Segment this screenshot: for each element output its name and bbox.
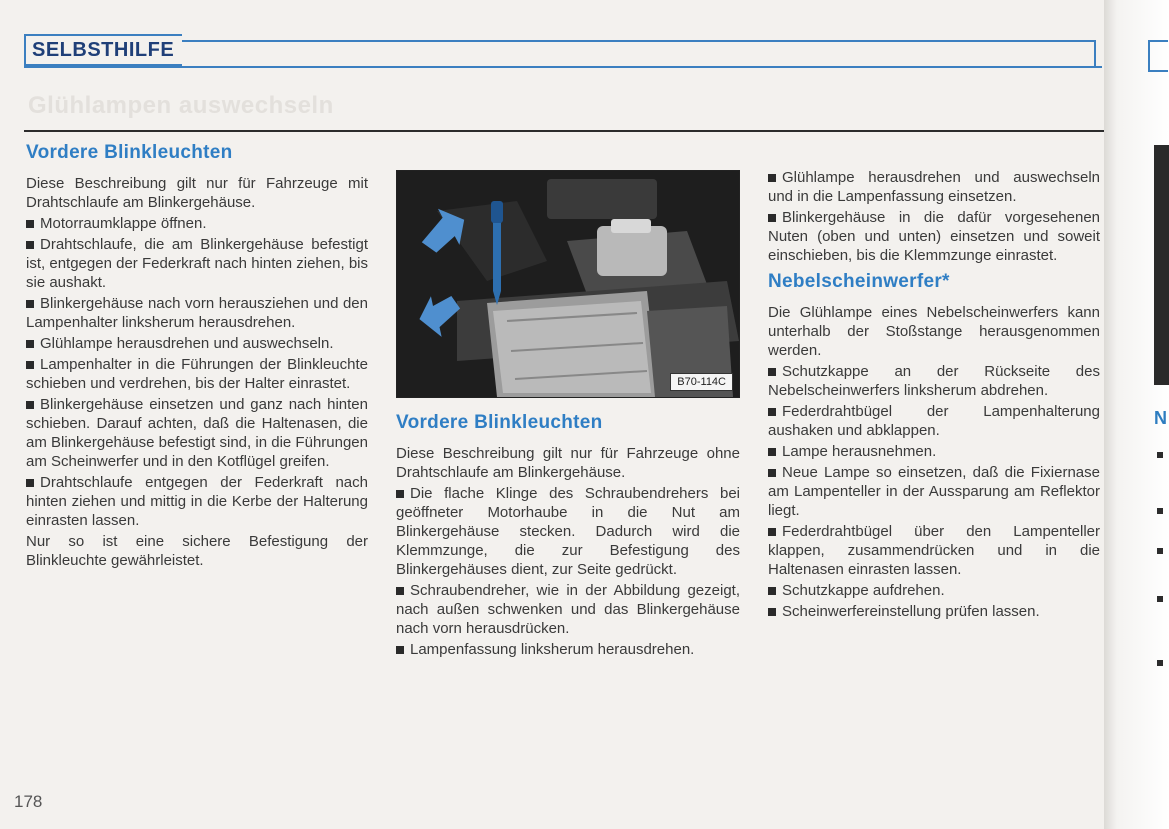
column-left — [26, 140, 368, 572]
paragraph-text: Blinkergehäuse nach vorn herausziehen und den Lampenhalter linksherum herausdrehen. — [26, 295, 368, 331]
instruction-step — [768, 522, 1100, 579]
instruction-step — [26, 235, 368, 292]
adjacent-bullet — [1157, 452, 1163, 458]
column-right — [768, 168, 1100, 623]
bullet-square-icon — [768, 408, 776, 416]
instruction-step — [26, 334, 368, 353]
column-body — [768, 303, 1100, 621]
instruction-step — [768, 602, 1100, 621]
paragraph-text: Blinkergehäuse in die dafür vorgesehenen Nuten (oben und unten) einsetzen und soweit einschieben, bis die Klemmzunge einrastet. — [768, 209, 1100, 264]
paragraph-text: Motorraumklappe öffnen. — [40, 215, 207, 232]
content-divider — [24, 130, 1106, 132]
adjacent-bullet — [1157, 596, 1163, 602]
paragraph-text: Drahtschlaufe, die am Blinkergehäuse befestigt ist, entgegen der Federkraft nach hinten ziehen, bis sie aushakt. — [26, 236, 368, 291]
paragraph-text: Diese Beschreibung gilt nur für Fahrzeuge mit Drahtschlaufe am Blinkergehäuse. — [26, 175, 368, 211]
instruction-step — [768, 168, 1100, 206]
info-paragraph — [768, 303, 1100, 360]
bullet-square-icon — [768, 587, 776, 595]
paragraph-text: Federdrahtbügel der Lampenhalterung aushaken und abklappen. — [768, 403, 1100, 439]
adjacent-bullet — [1157, 548, 1163, 554]
column-intro — [768, 168, 1100, 265]
bullet-square-icon — [396, 646, 404, 654]
paragraph-text: Scheinwerfereinstellung prüfen lassen. — [782, 603, 1040, 620]
instruction-step — [768, 402, 1100, 440]
section-header — [24, 34, 182, 66]
instruction-step — [396, 581, 740, 638]
paragraph-text: Lampenfassung linksherum herausdrehen. — [410, 641, 695, 658]
paragraph-text: Schraubendreher, wie in der Abbildung gezeigt, nach außen schwenken und das Blinkergehäuse nach vorn herausdrücken. — [396, 582, 740, 637]
bullet-square-icon — [26, 479, 34, 487]
section-heading: Vordere Blinkleuchten — [26, 142, 233, 163]
instruction-step — [26, 294, 368, 332]
paragraph-text: Diese Beschreibung gilt nur für Fahrzeuge ohne Drahtschlaufe am Blinkergehäuse. — [396, 445, 740, 481]
bullet-square-icon — [768, 528, 776, 536]
instruction-step — [768, 581, 1100, 600]
bullet-square-icon — [396, 490, 404, 498]
paragraph-text: Lampe herausnehmen. — [782, 443, 937, 460]
paragraph-text: Federdrahtbügel über den Lampenteller klappen, zusammendrücken und in die Haltenasen einrasten lassen. — [768, 523, 1100, 578]
section-heading: Vordere Blinkleuchten — [396, 412, 603, 433]
info-paragraph — [26, 174, 368, 212]
paragraph-text: Blinkergehäuse einsetzen und ganz nach hinten schieben. Darauf achten, daß die Haltenasen, die am Blinkergehäuse befestigt sind, in die Führungen am Scheinwerfer und in den Kotflügel greifen. — [26, 396, 368, 470]
bullet-square-icon — [768, 214, 776, 222]
paragraph-text: Glühlampe herausdrehen und auswechseln. — [40, 335, 334, 352]
instruction-step — [396, 640, 740, 659]
column-body — [396, 444, 740, 659]
instruction-step — [768, 208, 1100, 265]
paragraph-text: Schutzkappe an der Rückseite des Nebelscheinwerfers linksherum abdrehen. — [768, 363, 1100, 399]
page-number: 178 — [14, 792, 43, 811]
figure-illustration — [397, 171, 739, 397]
paragraph-text: Glühlampe herausdrehen und auswechseln und in die Lampenfassung einsetzen. — [768, 169, 1100, 205]
adjacent-bullet — [1157, 508, 1163, 514]
paragraph-text: Lampenhalter in die Führungen der Blinkleuchte schieben und verdrehen, bis der Halter einrastet. — [26, 356, 368, 392]
bullet-square-icon — [26, 361, 34, 369]
adjacent-header-box — [1148, 40, 1168, 72]
bullet-square-icon — [768, 469, 776, 477]
bullet-square-icon — [768, 368, 776, 376]
instruction-step — [26, 214, 368, 233]
paragraph-text: Drahtschlaufe entgegen der Federkraft nach hinten ziehen und mittig in die Kerbe der Halterung einrasten lassen. — [26, 474, 368, 529]
header-box-edge — [1094, 40, 1096, 68]
instruction-step — [768, 442, 1100, 461]
bullet-square-icon — [768, 448, 776, 456]
instruction-step — [26, 355, 368, 393]
adjacent-heading-letter: N — [1154, 408, 1167, 428]
header-rule — [24, 40, 1094, 42]
bullet-square-icon — [26, 241, 34, 249]
adjacent-figure — [1154, 145, 1169, 385]
bullet-square-icon — [26, 401, 34, 409]
info-paragraph — [396, 444, 740, 482]
instruction-step — [768, 362, 1100, 400]
show-through-title: Glühlampen auswechseln — [28, 92, 334, 119]
paragraph-text: Neue Lampe so einsetzen, daß die Fixiernase am Lampenteller in der Aussparung am Reflektor liegt. — [768, 464, 1100, 519]
adjacent-bullet — [1157, 660, 1163, 666]
paragraph-text: Schutzkappe aufdrehen. — [782, 582, 945, 599]
bullet-square-icon — [768, 608, 776, 616]
instruction-step — [396, 484, 740, 579]
paragraph-text: Die flache Klinge des Schraubendrehers bei geöffneter Motorhaube in die Nut am Blinkergehäuse stecken. Dadurch wird die Klemmzunge, die zur Befestigung des Blinkergehäuses dient, zur Seite gedrückt. — [396, 485, 740, 578]
section-heading: Nebelscheinwerfer* — [768, 271, 950, 292]
column-body — [26, 174, 368, 570]
column-middle — [396, 410, 740, 661]
section-title: SELBSTHILFE — [32, 39, 175, 61]
instruction-step — [768, 463, 1100, 520]
figure-reference-label: B70-114C — [670, 373, 733, 391]
info-paragraph — [26, 532, 368, 570]
bullet-square-icon — [396, 587, 404, 595]
bullet-square-icon — [26, 340, 34, 348]
paragraph-text: Die Glühlampe eines Nebelscheinwerfers kann unterhalb der Stoßstange herausgenommen werden. — [768, 304, 1100, 359]
paragraph-text: Nur so ist eine sichere Befestigung der Blinkleuchte gewährleistet. — [26, 533, 368, 569]
bullet-square-icon — [26, 220, 34, 228]
instruction-step — [26, 473, 368, 530]
instruction-step — [26, 395, 368, 471]
adjacent-page-edge — [1104, 0, 1169, 829]
engine-bay-figure — [396, 170, 740, 398]
bullet-square-icon — [768, 174, 776, 182]
header-underline — [24, 66, 1102, 68]
bullet-square-icon — [26, 300, 34, 308]
